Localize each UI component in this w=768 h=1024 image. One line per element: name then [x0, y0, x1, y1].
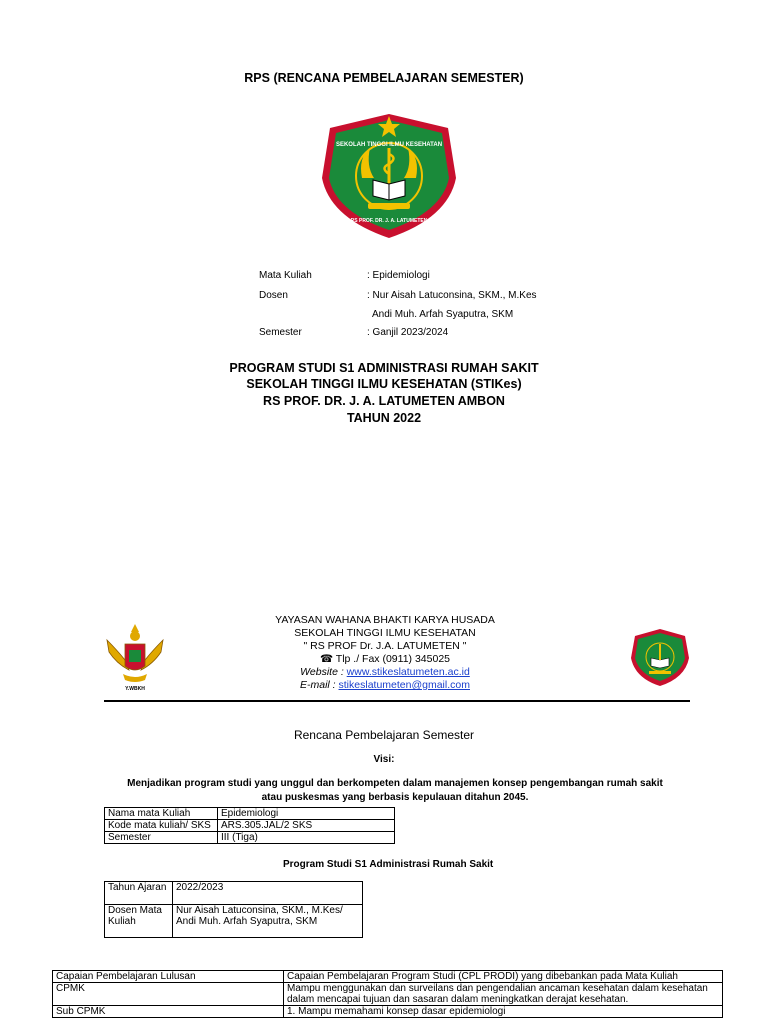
cpl-table — [52, 970, 723, 1018]
table-cell-label: CPMK — [53, 983, 284, 1006]
table-row — [105, 832, 395, 844]
letterhead-divider — [104, 700, 690, 702]
logo-ring-text-bottom: RS PROF. DR. J. A. LATUMETEN — [350, 218, 428, 224]
table-row — [105, 808, 395, 820]
program-line-2: SEKOLAH TINGGI ILMU KESEHATAN (STIKes) — [246, 377, 522, 391]
info-label-dosen: Dosen — [259, 290, 288, 301]
table-cell-label: Semester — [105, 832, 218, 844]
visi-label: Visi: — [373, 754, 395, 765]
table-cell-value: Mampu menggunakan dan surveilans dan pengendalian ancaman kesehatan dalam kesehatan dalam mencapai tujuan dan sasaran dalam meningkatkan derajat kesehatan. — [284, 983, 723, 1006]
yayasan-logo-caption: Y.WBKH — [125, 686, 145, 692]
stikes-logo — [318, 108, 460, 242]
letterhead-rs: " RS PROF Dr. J.A. LATUMETEN " — [303, 640, 467, 652]
document-title: RPS (RENCANA PEMBELAJARAN SEMESTER) — [244, 71, 524, 85]
table-cell-value: III (Tiga) — [218, 832, 395, 844]
visi-text-line-2: atau puskesmas yang berbasis kepulauan ditahun 2045. — [261, 792, 529, 803]
table-cell-label: Dosen Mata Kuliah — [105, 905, 173, 938]
table-row — [105, 882, 363, 905]
email-label: E-mail : — [300, 679, 339, 691]
program-line-3: RS PROF. DR. J. A. LATUMETEN AMBON — [263, 394, 505, 408]
academic-year-table — [104, 881, 363, 938]
stikes-logo-small — [629, 626, 691, 688]
rps-heading: Rencana Pembelajaran Semester — [293, 728, 475, 742]
letterhead-school: SEKOLAH TINGGI ILMU KESEHATAN — [294, 627, 476, 639]
info-label-semester: Semester — [259, 327, 302, 338]
website-label: Website : — [300, 666, 347, 678]
table-cell-value: Nur Aisah Latuconsina, SKM., M.Kes/ Andi Muh. Arfah Syaputra, SKM — [173, 905, 363, 938]
table-row — [53, 983, 723, 1006]
table-row — [53, 1006, 723, 1018]
info-label-mata-kuliah: Mata Kuliah — [259, 270, 312, 281]
info-value-dosen: : Nur Aisah Latuconsina, SKM., M.Kes — [367, 290, 537, 301]
logo-ring-text-top: SEKOLAH TINGGI ILMU KESEHATAN — [335, 142, 443, 148]
program-line-4: TAHUN 2022 — [346, 411, 422, 425]
table-cell-value: 1. Mampu memahami konsep dasar epidemiologi — [284, 1006, 723, 1018]
table-row — [105, 905, 363, 938]
table-cell-label: Tahun Ajaran — [105, 882, 173, 905]
table-cell-label: Sub CPMK — [53, 1006, 284, 1018]
info-value-semester: : Ganjil 2023/2024 — [367, 327, 449, 338]
table-row — [105, 820, 395, 832]
info-value-dosen-2: Andi Muh. Arfah Syaputra, SKM — [372, 309, 514, 320]
table-row — [53, 971, 723, 983]
table-cell-value: Capaian Pembelajaran Program Studi (CPL PRODI) yang dibebankan pada Mata Kuliah — [284, 971, 723, 983]
table-cell-value: Epidemiologi — [218, 808, 395, 820]
table-cell-label: Nama mata Kuliah — [105, 808, 218, 820]
table-cell-label: Kode mata kuliah/ SKS — [105, 820, 218, 832]
email-link[interactable]: stikeslatumeten@gmail.com — [338, 679, 470, 691]
info-value-mata-kuliah: : Epidemiologi — [367, 270, 430, 281]
yayasan-logo — [103, 620, 167, 692]
letterhead-email — [230, 679, 540, 691]
website-link[interactable]: www.stikeslatumeten.ac.id — [346, 666, 470, 678]
letterhead-website — [230, 666, 540, 678]
letterhead-phone: ☎ Tlp ./ Fax (0911) 345025 — [319, 653, 450, 665]
letterhead-yayasan: YAYASAN WAHANA BHAKTI KARYA HUSADA — [275, 614, 495, 626]
table-cell-value: 2022/2023 — [173, 882, 363, 905]
program-line-1: PROGRAM STUDI S1 ADMINISTRASI RUMAH SAKIT — [229, 361, 539, 375]
table-cell-label: Capaian Pembelajaran Lulusan — [53, 971, 284, 983]
prodi-label: Program Studi S1 Administrasi Rumah Sakit — [283, 859, 494, 870]
table-cell-value: ARS.305.JAL/2 SKS — [218, 820, 395, 832]
visi-text-line-1: Menjadikan program studi yang unggul dan berkompeten dalam manajemen konsep pengembangan rumah sakit — [127, 778, 663, 789]
course-info-table — [104, 807, 395, 844]
